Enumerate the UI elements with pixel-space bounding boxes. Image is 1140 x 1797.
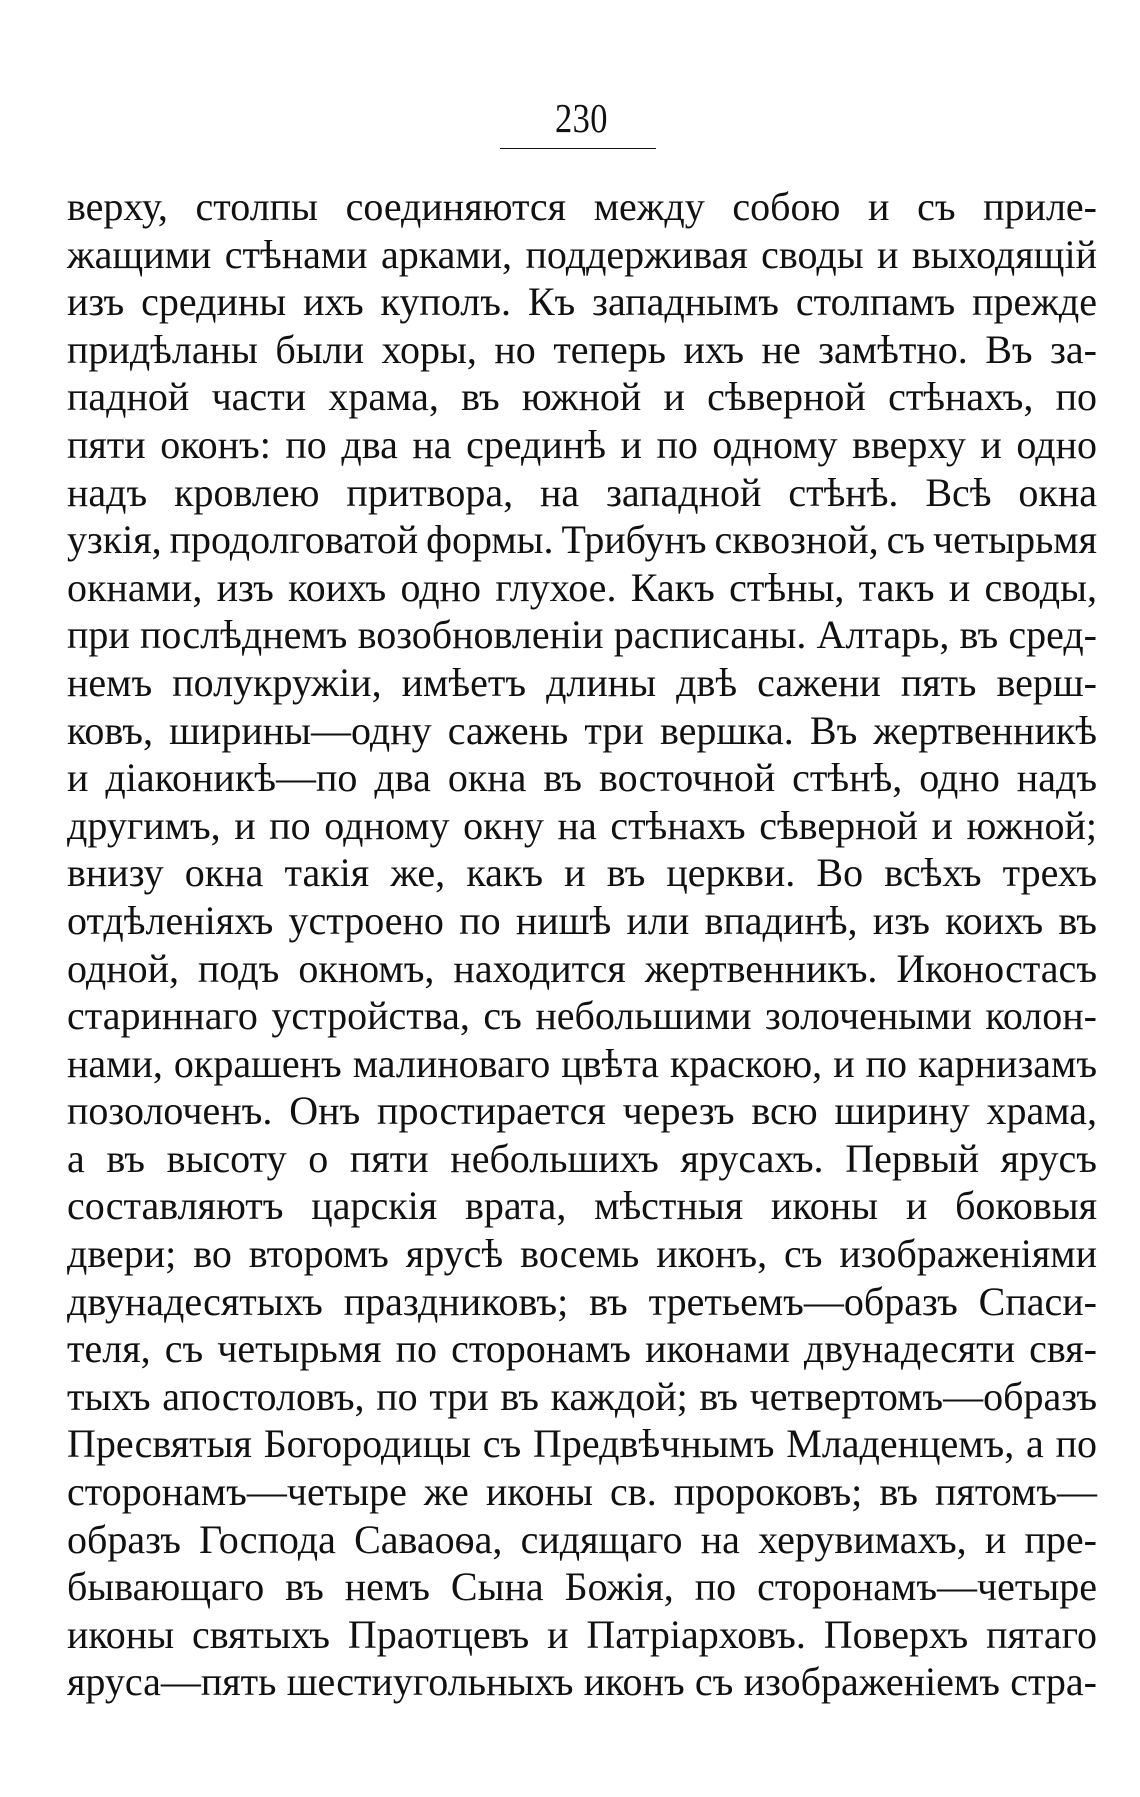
- text-line: внизу окна такія же, какъ и въ церкви. Во всѣхъ трехъ: [67, 850, 1097, 896]
- text-line: жащими стѣнами арками, поддерживая своды и выходящій: [67, 231, 1097, 277]
- text-line: немъ полукружіи, имѣетъ длины двѣ сажени пять верш-: [67, 659, 1097, 705]
- text-line: теля, съ четырьмя по сторонамъ иконами двунадесяти свя-: [67, 1326, 1097, 1372]
- text-line: пяти оконъ: по два на срединѣ и по одному вверху и одно: [67, 421, 1097, 467]
- text-line: окнами, изъ коихъ одно глухое. Какъ стѣны, такъ и своды,: [67, 564, 1097, 610]
- text-line: а въ высоту о пяти небольшихъ ярусахъ. Первый ярусъ: [67, 1135, 1097, 1181]
- text-line: изъ средины ихъ куполъ. Къ западнымъ столпамъ прежде: [67, 279, 1097, 325]
- text-line: придѣланы были хоры, но теперь ихъ не замѣтно. Въ за-: [67, 326, 1097, 372]
- text-line: тыхъ апостоловъ, по три въ каждой; въ четвертомъ—образъ: [67, 1373, 1097, 1419]
- text-line: образъ Господа Саваоѳа, сидящаго на херувимахъ, и пре-: [67, 1516, 1097, 1562]
- text-line: верху, столпы соединяются между собою и съ приле-: [67, 184, 1097, 229]
- text-line: бывающаго въ немъ Сына Божія, по сторонамъ—четыре: [67, 1564, 1097, 1610]
- text-line: нами, окрашенъ малиноваго цвѣта краскою, и по карнизамъ: [67, 1040, 1097, 1086]
- text-line: другимъ, и по одному окну на стѣнахъ сѣверной и южной;: [67, 802, 1097, 848]
- text-line: двунадесятыхъ праздниковъ; въ третьемъ—образъ Спаси-: [67, 1278, 1097, 1324]
- text-line: двери; во второмъ ярусѣ восемь иконъ, съ изображеніями: [67, 1231, 1097, 1277]
- body-text: [67, 183, 1097, 1706]
- text-line: и діаконикѣ—по два окна въ восточной стѣнѣ, одно надъ: [67, 755, 1097, 801]
- text-line: одной, подъ окномъ, находится жертвенникъ. Иконостасъ: [67, 945, 1097, 991]
- text-line: Пресвятыя Богородицы съ Предвѣчнымъ Младенцемъ, а по: [67, 1421, 1097, 1467]
- text-line: при послѣднемъ возобновленіи расписаны. Алтарь, въ сред-: [67, 612, 1097, 658]
- text-line: яруса—пять шестиугольныхъ иконъ съ изображеніемъ стра-: [67, 1659, 1097, 1705]
- text-line: отдѣленіяхъ устроено по нишѣ или впадинѣ, изъ коихъ въ: [67, 897, 1097, 943]
- text-line: сторонамъ—четыре же иконы св. пророковъ; въ пятомъ—: [67, 1469, 1097, 1515]
- text-line: узкія, продолговатой формы. Трибунъ сквозной, съ четырьмя: [67, 517, 1097, 563]
- page-number: 230: [554, 95, 608, 141]
- text-line: падной части храма, въ южной и сѣверной стѣнахъ, по: [67, 374, 1097, 420]
- text-line: надъ кровлею притвора, на западной стѣнѣ. Всѣ окна: [67, 469, 1097, 515]
- text-line: ковъ, ширины—одну сажень три вершка. Въ жертвенникѣ: [67, 707, 1097, 753]
- page-number-rule: [500, 148, 656, 149]
- text-line: составляютъ царскія врата, мѣстныя иконы и боковыя: [67, 1183, 1097, 1229]
- text-line: позолоченъ. Онъ простирается черезъ всю ширину храма,: [67, 1088, 1097, 1134]
- text-line: стариннаго устройства, съ небольшими золочеными колон-: [67, 993, 1097, 1039]
- text-line: иконы святыхъ Праотцевъ и Патріарховъ. Поверхъ пятаго: [67, 1611, 1097, 1657]
